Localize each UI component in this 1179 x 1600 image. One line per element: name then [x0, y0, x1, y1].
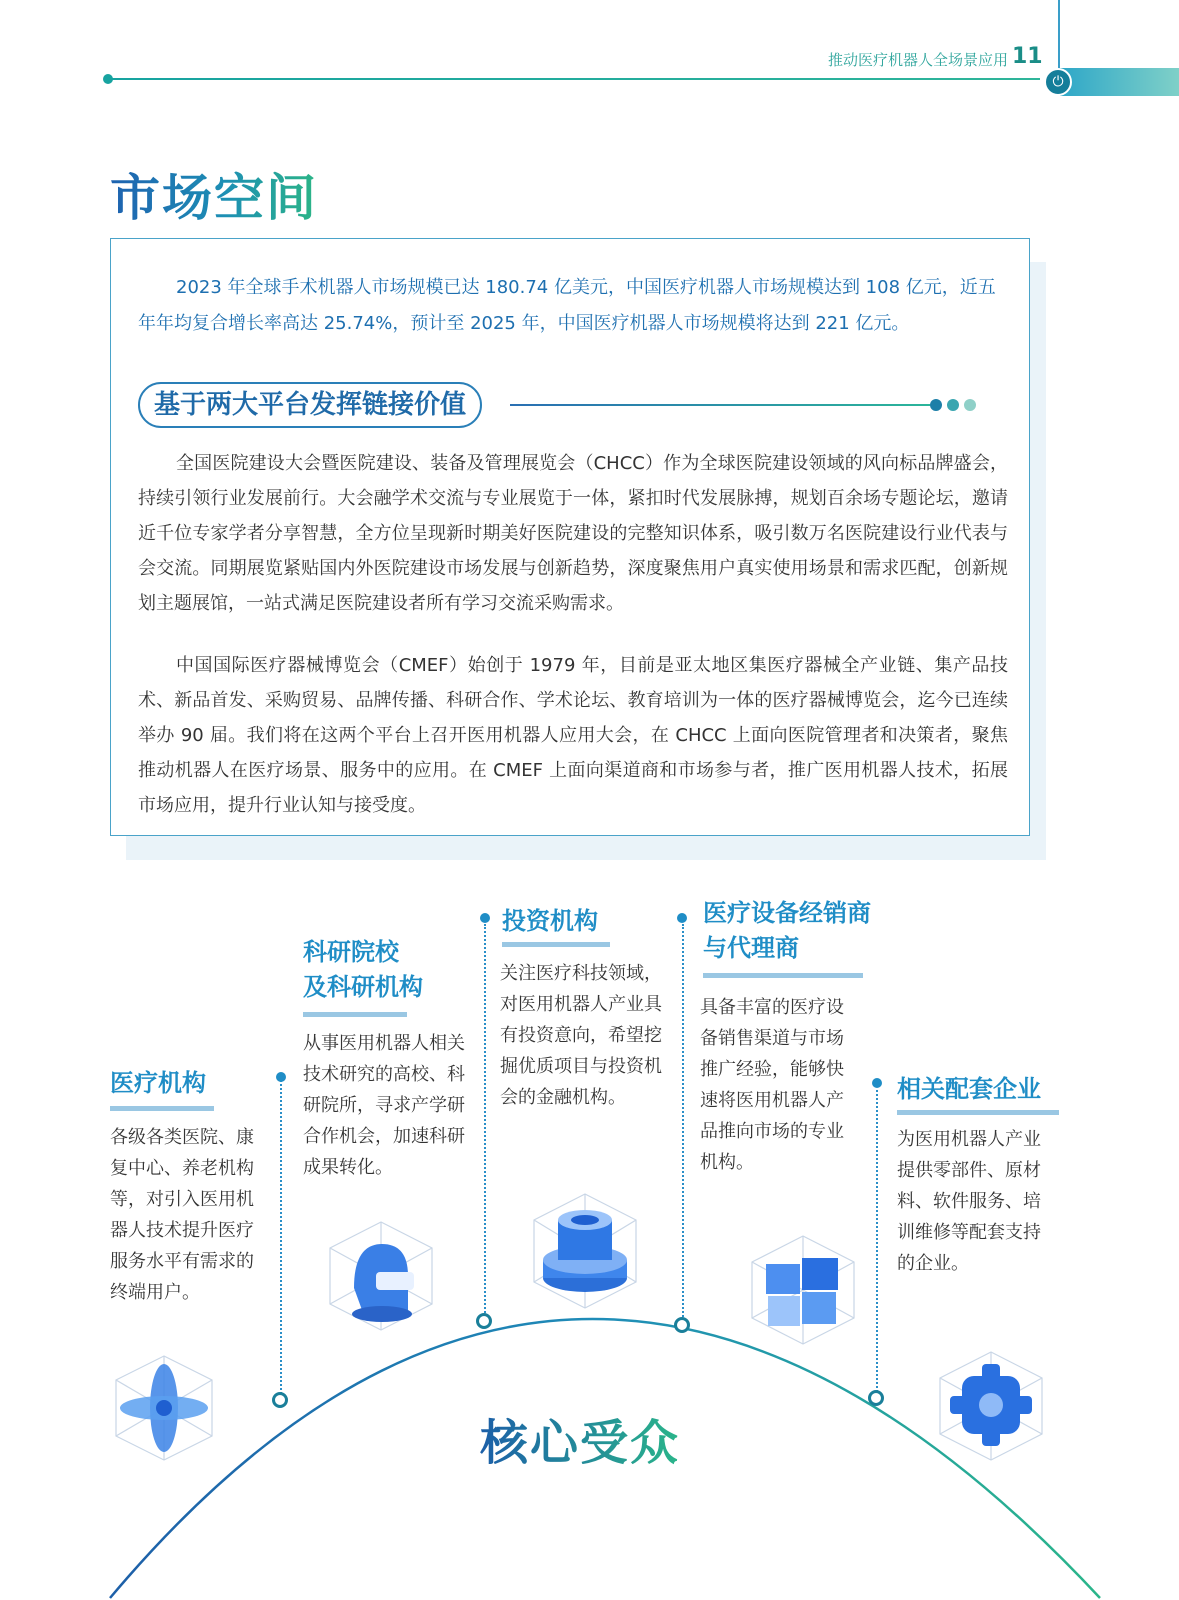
- paragraph-chcc: 全国医院建设大会暨医院建设、装备及管理展览会（CHCC）作为全球医院建设领域的风向标品牌盛会，持续引领行业发展前行。大会融学术交流与专业展览于一体，紧扣时代发展脉搏，规划百余场专题论坛，邀请近千位专家学者分享智慧，全方位呈现新时期美好医院建设的完整知识体系，吸引数万名医院建设行业代表与会交流。同期展览紧贴国内外医院建设市场发展与创新趋势，深度聚焦用户真实使用场景和需求匹配，创新规划主题展馆，一站式满足医院建设者所有学习交流采购需求。: [138, 453, 1008, 614]
- platform-heading: 基于两大平台发挥链接价值: [138, 382, 482, 428]
- section-title: 推动医疗机器人全场景应用: [827, 51, 1008, 69]
- audience-title: 相关配套企业: [897, 1075, 1041, 1103]
- gear-icon: [934, 1348, 1048, 1462]
- cube-blocks-icon: [746, 1232, 860, 1346]
- page-number: 11: [1012, 44, 1043, 69]
- power-icon: ⏻: [1044, 68, 1072, 96]
- connector-line: [682, 924, 684, 1320]
- audience-title-line: 科研院校: [303, 938, 399, 966]
- audience-desc: 具备丰富的医疗设备销售渠道与市场推广经验，能够快速将医用机器人产品推向市场的专业机构。: [700, 997, 844, 1173]
- audience-title-line: 医疗设备经销商: [703, 899, 871, 927]
- audience-title-bar: [897, 1110, 1059, 1115]
- audience-desc: 从事医用机器人相关技术研究的高校、科研院所，寻求产学研合作机会，加速科研成果转化。: [303, 1033, 465, 1178]
- arc-node: [868, 1390, 884, 1406]
- robot-head-icon: [324, 1218, 438, 1332]
- arc-node: [476, 1313, 492, 1329]
- audience-bullet: [276, 1072, 286, 1082]
- audience-desc: 各级各类医院、康复中心、养老机构等，对引入医用机器人技术提升医疗服务水平有需求的终端用户。: [110, 1127, 254, 1303]
- audience-title-line: 与代理商: [703, 934, 799, 962]
- audience-title-bar: [303, 1012, 407, 1017]
- arc-node: [272, 1392, 288, 1408]
- connector-line: [484, 924, 486, 1316]
- page-title: 市场空间: [110, 158, 318, 230]
- cylinder-stack-icon: [528, 1190, 642, 1314]
- core-audience-label: 核心受众: [480, 1404, 680, 1473]
- audience-desc: 关注医疗科技领域，对医用机器人产业具有投资意向，希望挖掘优质项目与投资机会的金融机构。: [500, 963, 662, 1108]
- audience-bullet: [677, 913, 687, 923]
- audience-title-bar: [110, 1106, 214, 1111]
- audience-bullet: [480, 913, 490, 923]
- arc-node: [674, 1317, 690, 1333]
- audience-title-bar: [502, 942, 610, 947]
- audience-desc: 为医用机器人产业提供零部件、原材料、软件服务、培训维修等配套支持的企业。: [897, 1129, 1041, 1274]
- connector-line: [876, 1090, 878, 1396]
- audience-bullet: [872, 1078, 882, 1088]
- intro-paragraph: 2023 年全球手术机器人市场规模已达 180.74 亿美元，中国医疗机器人市场规模达到 108 亿元，近五年年均复合增长率高达 25.74%，预计至 2025 年，中国医疗机器人市场规模将达到 221 亿元。: [138, 277, 996, 334]
- audience-title-bar: [703, 973, 863, 978]
- audience-title: 医疗机构: [110, 1069, 206, 1097]
- audience-title: 投资机构: [502, 907, 598, 935]
- propeller-cube-icon: [108, 1352, 220, 1464]
- connector-line: [280, 1080, 282, 1398]
- audience-title-line: 及科研机构: [303, 973, 423, 1001]
- paragraph-cmef: 中国国际医疗器械博览会（CMEF）始创于 1979 年，目前是亚太地区集医疗器械全产业链、集产品技术、新品首发、采购贸易、品牌传播、科研合作、学术论坛、教育培训为一体的医疗器械博览会，迄今已连续举办 90 届。我们将在这两个平台上召开医用机器人应用大会，在 CHCC 上面向医院管理者和决策者，聚焦推动机器人在医疗场景、服务中的应用。在 CMEF 上面向渠道商和市场参与者，推广医用机器人技术，拓展市场应用，提升行业认知与接受度。: [138, 655, 1008, 816]
